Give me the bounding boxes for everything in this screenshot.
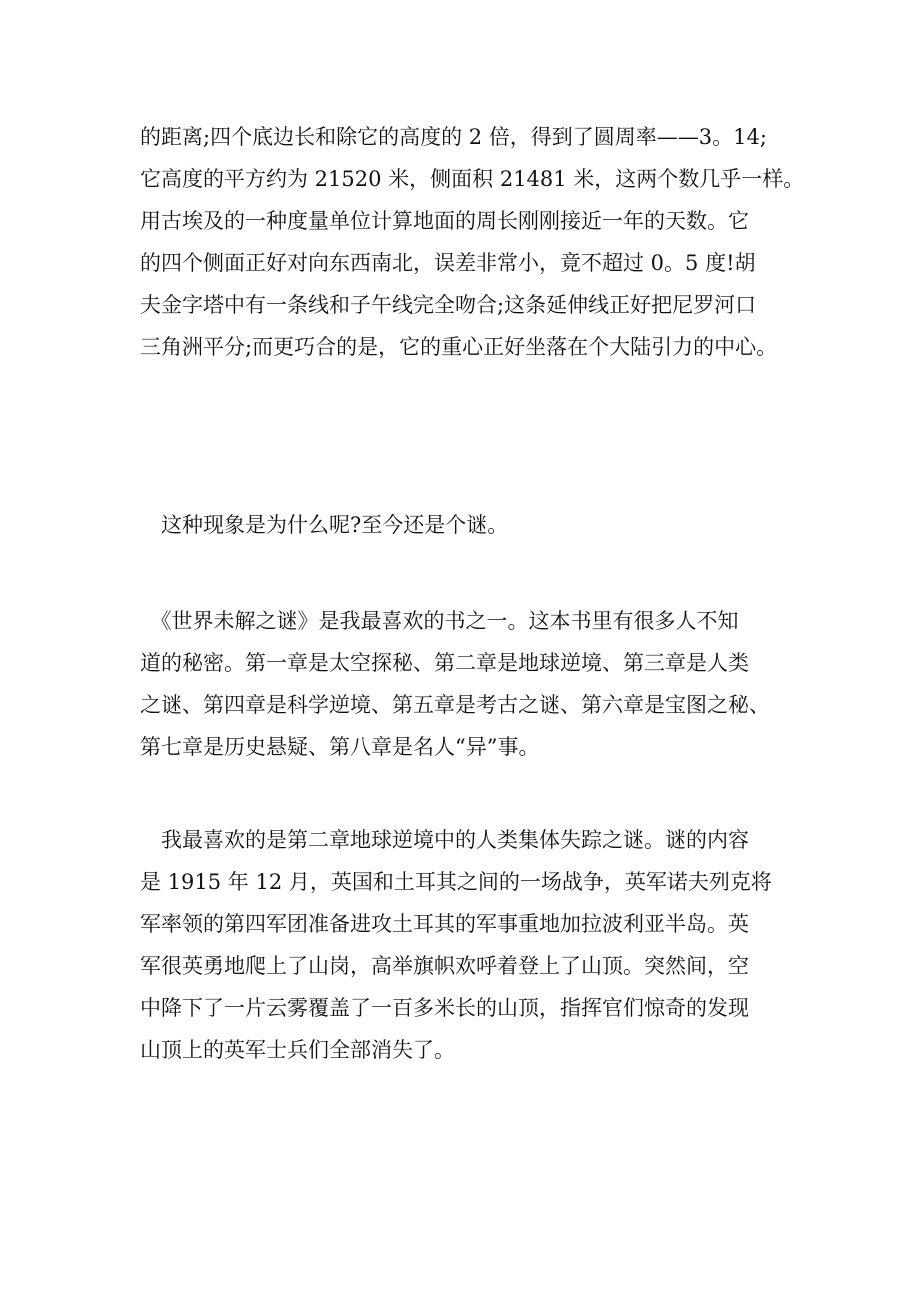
text-line: 夫金字塔中有一条线和子午线完全吻合;这条延伸线正好把尼罗河口 — [140, 293, 757, 317]
text-line: 它高度的平方约为 21520 米，侧面积 21481 米，这两个数几乎一样。 — [140, 167, 805, 191]
text-line: 这种现象是为什么呢?至今还是个谜。 — [140, 513, 509, 537]
text-line: 中降下了一片云雾覆盖了一百多米长的山顶，指挥官们惊奇的发现 — [140, 996, 749, 1020]
text-line: 军很英勇地爬上了山岗，高举旗帜欢呼着登上了山顶。突然间，空 — [140, 954, 749, 978]
text-line: 是 1915 年 12 月，英国和土耳其之间的一场战争，英军诺夫列克将 — [140, 870, 772, 894]
paragraph-mystery-question — [140, 504, 800, 546]
text-line: 山顶上的英军士兵们全部消失了。 — [140, 1038, 455, 1062]
text-line: 第七章是历史悬疑、第八章是名人“异”事。 — [140, 735, 540, 759]
text-line: 的距离;四个底边长和除它的高度的 2 倍，得到了圆周率——3。14; — [140, 125, 767, 149]
text-line: 三角洲平分;而更巧合的是，它的重心正好坐落在个大陆引力的中心。 — [140, 335, 778, 359]
text-line: 的四个侧面正好对向东西南北，误差非常小，竟不超过 0。5 度!胡 — [140, 251, 756, 275]
paragraph-disappearance-story — [140, 819, 800, 1071]
text-line: 军率领的第四军团准备进攻土耳其的军事重地加拉波利亚半岛。英 — [140, 912, 749, 936]
paragraph-book-chapters — [140, 600, 800, 768]
text-line: 之谜、第四章是科学逆境、第五章是考古之谜、第六章是宝图之秘、 — [140, 693, 770, 717]
text-line: 《世界未解之谜》是我最喜欢的书之一。这本书里有很多人不知 — [140, 609, 739, 633]
paragraph-pyramid-facts — [140, 116, 805, 368]
text-line: 用古埃及的一种度量单位计算地面的周长刚刚接近一年的天数。它 — [140, 209, 749, 233]
text-line: 我最喜欢的是第二章地球逆境中的人类集体失踪之谜。谜的内容 — [140, 828, 749, 852]
text-line: 道的秘密。第一章是太空探秘、第二章是地球逆境、第三章是人类 — [140, 651, 749, 675]
